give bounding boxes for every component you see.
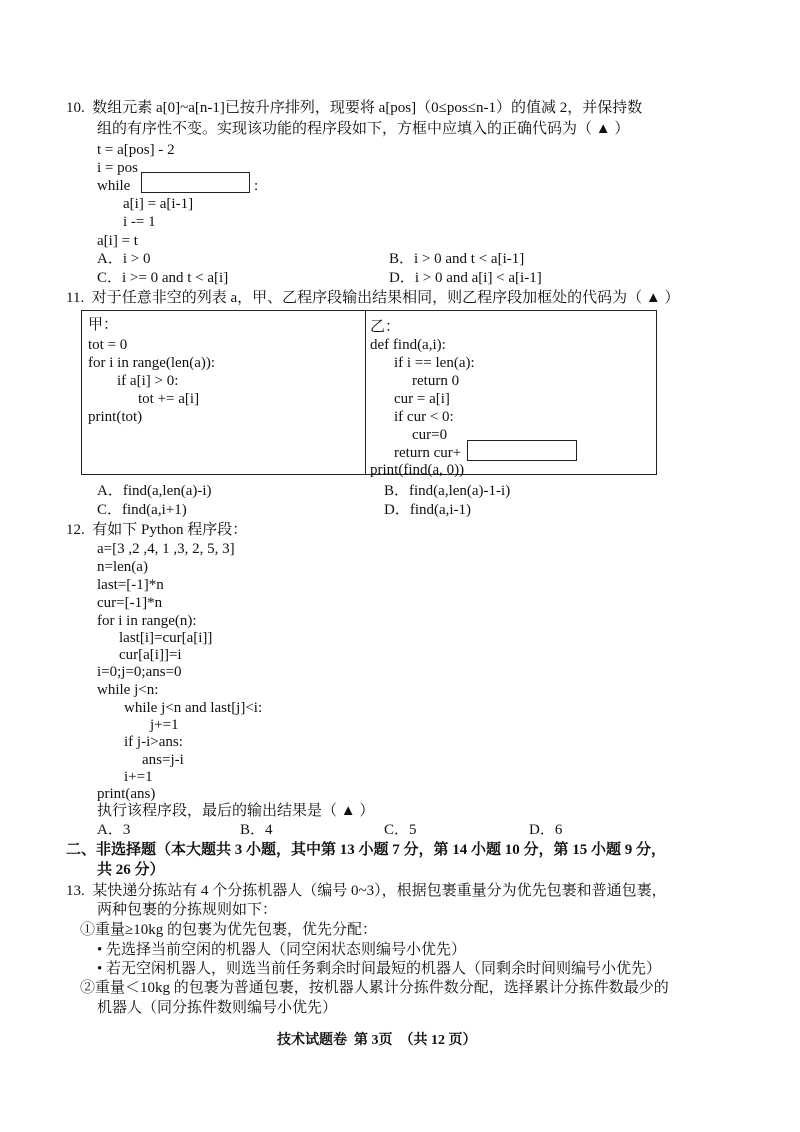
q10-option-a: A．i > 0	[97, 251, 151, 267]
q11-right-code-line: cur = a[i]	[394, 391, 450, 407]
q10-code-line: i -= 1	[123, 214, 156, 230]
q12-code-line: j+=1	[150, 717, 179, 733]
q13-rule1: ①重量≥10kg 的包裹为优先包裹，优先分配：	[80, 922, 377, 938]
q12-option-b: B．4	[240, 822, 273, 838]
q12-question: 执行该程序段，最后的输出结果是（ ▲ ）	[97, 803, 375, 819]
section2-heading-line1: 二、非选择题（本大题共 3 小题，其中第 13 小题 7 分，第 14 小题 10 分，第 15 小题 9 分，	[66, 842, 667, 858]
q11-left-code-line: tot += a[i]	[138, 391, 200, 407]
q11-option-a: A．find(a,len(a)-i)	[97, 483, 212, 499]
q11-left-code-line: print(tot)	[88, 409, 143, 425]
q11-left-label: 甲：	[88, 317, 119, 333]
q12-code-line: last[i]=cur[a[i]]	[119, 630, 213, 646]
page-footer: 技术试题卷 第 3页 （共 12 页）	[277, 1033, 477, 1048]
q12-code-line: i=0;j=0;ans=0	[97, 664, 182, 680]
q12-code-line: a=[3 ,2 ,4, 1 ,3, 2, 5, 3]	[97, 541, 235, 557]
q13-rule2-line2: 机器人（同分拣件数则编号小优先）	[97, 1000, 338, 1016]
q10-answer-blank-box	[141, 172, 250, 193]
q12-code-line: print(ans)	[97, 786, 156, 802]
q10-code-line: a[i] = a[i-1]	[123, 196, 194, 212]
q12-option-d: D．6	[529, 822, 563, 838]
q12-code-line: while j<n:	[97, 682, 159, 698]
q11-answer-blank-box	[467, 440, 577, 461]
q13-stem-line2: 两种包裹的分拣规则如下：	[97, 902, 278, 918]
q10-option-c: C．i >= 0 and t < a[i]	[97, 270, 229, 286]
q11-right-code-line: if cur < 0:	[394, 409, 454, 425]
q12-code-line: while j<n and last[j]<i:	[124, 700, 263, 716]
q13-rule1-bullet: • 先选择当前空闲的机器人（同空闲状态则编号小优先）	[97, 942, 467, 958]
q10-code-while: while	[97, 178, 131, 194]
q12-stem: 12. 有如下 Python 程序段：	[66, 522, 248, 538]
q12-code-line: for i in range(n):	[97, 613, 197, 629]
q11-right-code-line: return 0	[412, 373, 460, 389]
q12-code-line: last=[-1]*n	[97, 577, 164, 593]
q11-right-code-line: print(find(a, 0))	[370, 462, 465, 478]
q10-stem-line2: 组的有序性不变。实现该功能的程序段如下，方框中应填入的正确代码为（ ▲ ）	[97, 121, 630, 137]
q11-table-divider	[365, 311, 366, 474]
q11-stem: 11. 对于任意非空的列表 a，甲、乙程序段输出结果相同，则乙程序段加框处的代码为（ ▲ ）	[66, 290, 680, 306]
q10-code-line: i = pos	[97, 160, 138, 176]
section2-heading-line2: 共 26 分）	[97, 862, 165, 878]
q11-right-code-line: def find(a,i):	[370, 337, 446, 353]
q13-rule1-bullet: • 若无空闲机器人，则选当前任务剩余时间最短的机器人（同剩余时间则编号小优先）	[97, 961, 662, 977]
q11-left-code-line: if a[i] > 0:	[117, 373, 179, 389]
q11-right-label: 乙：	[370, 319, 401, 335]
q11-right-code-line: if i == len(a):	[394, 355, 475, 371]
q12-code-line: if j-i>ans:	[124, 734, 183, 750]
q12-code-line: cur[a[i]]=i	[119, 647, 182, 663]
q11-left-code-line: for i in range(len(a)):	[88, 355, 216, 371]
q12-code-line: cur=[-1]*n	[97, 595, 163, 611]
q11-option-b: B．find(a,len(a)-1-i)	[384, 483, 511, 499]
q11-option-d: D．find(a,i-1)	[384, 502, 472, 518]
q10-code-line: t = a[pos] - 2	[97, 142, 175, 158]
q12-option-c: C．5	[384, 822, 417, 838]
q13-stem-line1: 13. 某快递分拣站有 4 个分拣机器人（编号 0~3），根据包裹重量分为优先包裹和普通包裹，	[66, 883, 667, 899]
q12-code-line: ans=j-i	[142, 752, 184, 768]
q13-rule2-line1: ②重量＜10kg 的包裹为普通包裹，按机器人累计分拣件数分配，选择累计分拣件数最少的	[80, 980, 669, 996]
q12-code-line: n=len(a)	[97, 559, 148, 575]
q12-option-a: A．3	[97, 822, 131, 838]
q11-right-code-line: cur=0	[412, 427, 448, 443]
q10-code-colon: :	[254, 178, 259, 194]
q11-left-code-line: tot = 0	[88, 337, 128, 353]
q10-stem-line1: 10. 数组元素 a[0]~a[n-1]已按升序排列，现要将 a[pos]（0≤pos≤n-1）的值减 2，并保持数	[66, 100, 643, 116]
q10-option-b: B．i > 0 and t < a[i-1]	[389, 251, 525, 267]
q12-code-line: i+=1	[124, 769, 153, 785]
q10-code-line: a[i] = t	[97, 233, 138, 249]
q10-option-d: D．i > 0 and a[i] < a[i-1]	[389, 270, 542, 286]
q11-option-c: C．find(a,i+1)	[97, 502, 187, 518]
q11-right-code-return: return cur+	[394, 445, 462, 461]
